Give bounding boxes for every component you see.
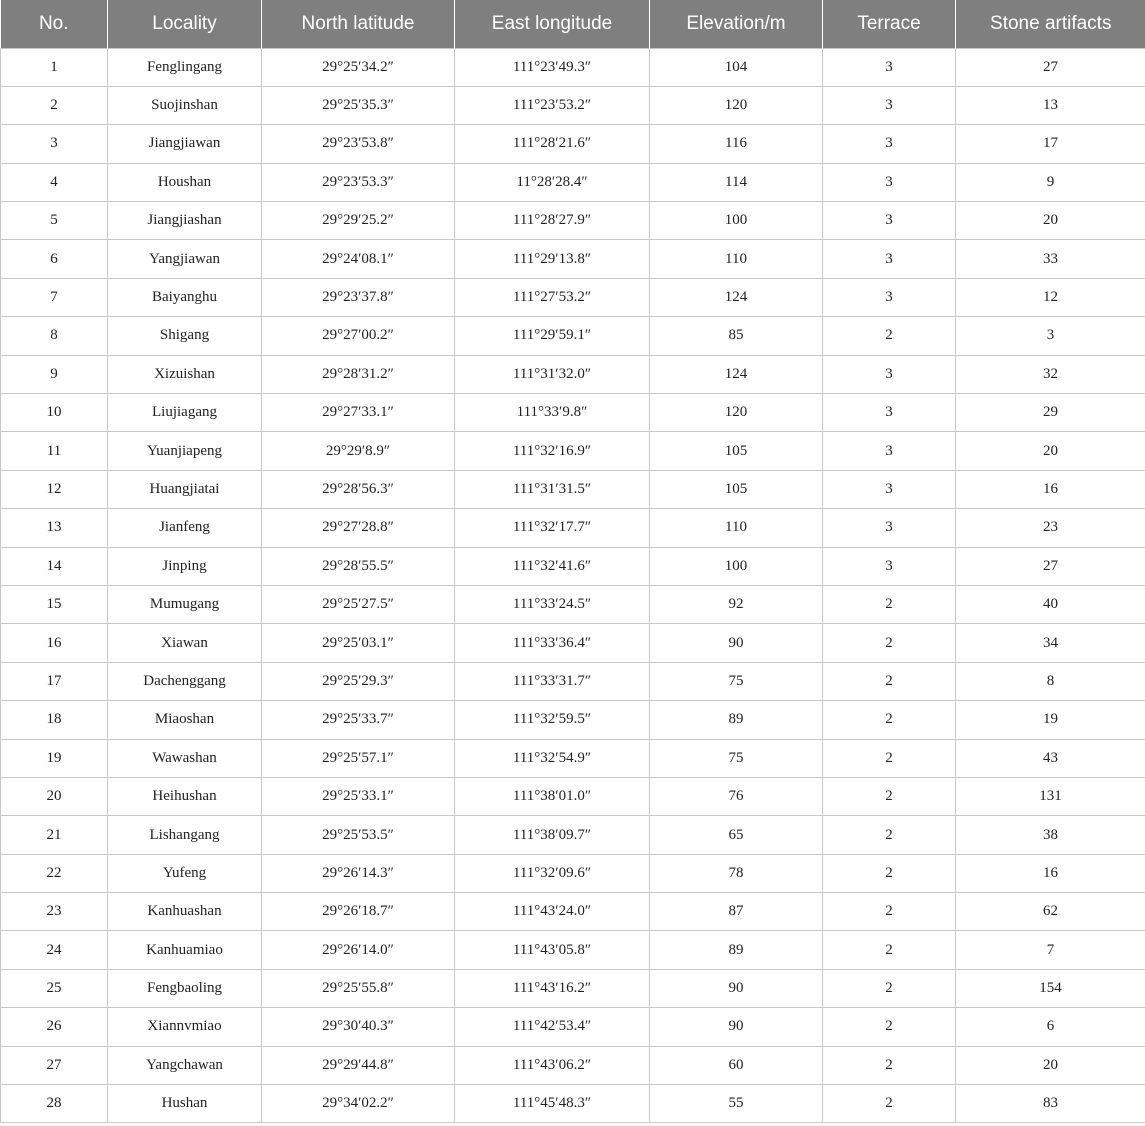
cell-north-latitude: 29°25′53.5″ [262, 816, 455, 854]
cell-locality: Fengbaoling [108, 969, 262, 1007]
header-north-latitude: North latitude [262, 0, 455, 48]
cell-locality: Yuanjiapeng [108, 432, 262, 470]
table-row [1, 163, 1145, 201]
cell-east-longitude: 111°38′01.0″ [455, 777, 650, 815]
cell-elevation: 60 [650, 1046, 823, 1084]
table-row [1, 893, 1145, 931]
cell-no: 18 [1, 701, 108, 739]
cell-stone-artifacts: 83 [956, 1085, 1145, 1123]
table-row [1, 701, 1145, 739]
cell-elevation: 65 [650, 816, 823, 854]
cell-east-longitude: 111°33′9.8″ [455, 394, 650, 432]
table-row [1, 48, 1145, 86]
cell-stone-artifacts: 32 [956, 355, 1145, 393]
header-no: No. [1, 0, 108, 48]
cell-elevation: 78 [650, 854, 823, 892]
cell-no: 20 [1, 777, 108, 815]
cell-stone-artifacts: 34 [956, 624, 1145, 662]
cell-elevation: 87 [650, 893, 823, 931]
cell-stone-artifacts: 19 [956, 701, 1145, 739]
cell-east-longitude: 111°27′53.2″ [455, 278, 650, 316]
cell-locality: Jinping [108, 547, 262, 585]
cell-locality: Baiyanghu [108, 278, 262, 316]
cell-elevation: 110 [650, 240, 823, 278]
cell-stone-artifacts: 33 [956, 240, 1145, 278]
cell-elevation: 55 [650, 1085, 823, 1123]
header-terrace: Terrace [823, 0, 956, 48]
cell-east-longitude: 111°32′59.5″ [455, 701, 650, 739]
cell-locality: Dachenggang [108, 662, 262, 700]
table-row [1, 816, 1145, 854]
cell-no: 17 [1, 662, 108, 700]
cell-no: 14 [1, 547, 108, 585]
cell-elevation: 116 [650, 125, 823, 163]
cell-locality: Xizuishan [108, 355, 262, 393]
table-row [1, 854, 1145, 892]
cell-locality: Xiawan [108, 624, 262, 662]
table-row [1, 777, 1145, 815]
cell-elevation: 124 [650, 355, 823, 393]
cell-north-latitude: 29°30′40.3″ [262, 1008, 455, 1046]
cell-north-latitude: 29°28′55.5″ [262, 547, 455, 585]
cell-stone-artifacts: 17 [956, 125, 1145, 163]
cell-east-longitude: 111°43′06.2″ [455, 1046, 650, 1084]
cell-no: 10 [1, 394, 108, 432]
cell-east-longitude: 111°33′24.5″ [455, 585, 650, 623]
cell-north-latitude: 29°27′00.2″ [262, 317, 455, 355]
cell-stone-artifacts: 23 [956, 509, 1145, 547]
table-row [1, 585, 1145, 623]
cell-elevation: 105 [650, 432, 823, 470]
cell-east-longitude: 111°32′09.6″ [455, 854, 650, 892]
cell-north-latitude: 29°26′14.3″ [262, 854, 455, 892]
cell-stone-artifacts: 43 [956, 739, 1145, 777]
cell-north-latitude: 29°23′53.3″ [262, 163, 455, 201]
cell-locality: Wawashan [108, 739, 262, 777]
cell-elevation: 90 [650, 1008, 823, 1046]
cell-no: 13 [1, 509, 108, 547]
cell-no: 21 [1, 816, 108, 854]
header-stone-artifacts: Stone artifacts [956, 0, 1145, 48]
cell-terrace: 3 [823, 278, 956, 316]
cell-east-longitude: 111°42′53.4″ [455, 1008, 650, 1046]
cell-north-latitude: 29°28′56.3″ [262, 470, 455, 508]
cell-north-latitude: 29°25′34.2″ [262, 48, 455, 86]
cell-terrace: 2 [823, 893, 956, 931]
cell-stone-artifacts: 40 [956, 585, 1145, 623]
cell-east-longitude: 111°23′53.2″ [455, 86, 650, 124]
cell-locality: Heihushan [108, 777, 262, 815]
cell-stone-artifacts: 9 [956, 163, 1145, 201]
cell-north-latitude: 29°23′37.8″ [262, 278, 455, 316]
cell-stone-artifacts: 38 [956, 816, 1145, 854]
cell-north-latitude: 29°29′8.9″ [262, 432, 455, 470]
cell-terrace: 3 [823, 163, 956, 201]
cell-no: 3 [1, 125, 108, 163]
cell-terrace: 2 [823, 585, 956, 623]
cell-locality: Fenglingang [108, 48, 262, 86]
cell-locality: Hushan [108, 1085, 262, 1123]
table-row [1, 240, 1145, 278]
cell-no: 26 [1, 1008, 108, 1046]
cell-stone-artifacts: 13 [956, 86, 1145, 124]
table-row [1, 969, 1145, 1007]
cell-north-latitude: 29°25′29.3″ [262, 662, 455, 700]
cell-locality: Jiangjiashan [108, 202, 262, 240]
cell-no: 23 [1, 893, 108, 931]
cell-elevation: 90 [650, 969, 823, 1007]
table-row [1, 317, 1145, 355]
cell-stone-artifacts: 27 [956, 48, 1145, 86]
cell-terrace: 2 [823, 662, 956, 700]
cell-east-longitude: 111°43′24.0″ [455, 893, 650, 931]
table-row [1, 278, 1145, 316]
cell-locality: Yangchawan [108, 1046, 262, 1084]
cell-elevation: 120 [650, 394, 823, 432]
cell-north-latitude: 29°25′35.3″ [262, 86, 455, 124]
cell-no: 4 [1, 163, 108, 201]
table-row [1, 1085, 1145, 1123]
cell-north-latitude: 29°27′33.1″ [262, 394, 455, 432]
cell-locality: Jiangjiawan [108, 125, 262, 163]
cell-north-latitude: 29°23′53.8″ [262, 125, 455, 163]
cell-terrace: 2 [823, 1046, 956, 1084]
cell-north-latitude: 29°25′57.1″ [262, 739, 455, 777]
cell-east-longitude: 111°32′17.7″ [455, 509, 650, 547]
cell-stone-artifacts: 6 [956, 1008, 1145, 1046]
header-elevation: Elevation/m [650, 0, 823, 48]
cell-terrace: 3 [823, 470, 956, 508]
cell-terrace: 2 [823, 624, 956, 662]
cell-terrace: 2 [823, 1008, 956, 1046]
cell-terrace: 2 [823, 777, 956, 815]
cell-north-latitude: 29°25′33.1″ [262, 777, 455, 815]
cell-locality: Yufeng [108, 854, 262, 892]
cell-terrace: 3 [823, 547, 956, 585]
cell-stone-artifacts: 16 [956, 470, 1145, 508]
cell-locality: Liujiagang [108, 394, 262, 432]
cell-terrace: 2 [823, 969, 956, 1007]
cell-east-longitude: 111°32′41.6″ [455, 547, 650, 585]
cell-east-longitude: 111°23′49.3″ [455, 48, 650, 86]
table-row [1, 394, 1145, 432]
cell-terrace: 2 [823, 317, 956, 355]
cell-no: 9 [1, 355, 108, 393]
cell-no: 22 [1, 854, 108, 892]
cell-no: 2 [1, 86, 108, 124]
cell-terrace: 3 [823, 509, 956, 547]
cell-elevation: 76 [650, 777, 823, 815]
cell-east-longitude: 111°33′31.7″ [455, 662, 650, 700]
cell-stone-artifacts: 154 [956, 969, 1145, 1007]
cell-terrace: 2 [823, 1085, 956, 1123]
table-row [1, 931, 1145, 969]
table-row [1, 624, 1145, 662]
cell-east-longitude: 111°31′32.0″ [455, 355, 650, 393]
table-row [1, 355, 1145, 393]
cell-no: 24 [1, 931, 108, 969]
cell-elevation: 89 [650, 701, 823, 739]
cell-terrace: 3 [823, 432, 956, 470]
cell-north-latitude: 29°26′18.7″ [262, 893, 455, 931]
cell-no: 7 [1, 278, 108, 316]
cell-elevation: 110 [650, 509, 823, 547]
cell-locality: Miaoshan [108, 701, 262, 739]
cell-no: 11 [1, 432, 108, 470]
table-row [1, 470, 1145, 508]
cell-stone-artifacts: 7 [956, 931, 1145, 969]
cell-no: 12 [1, 470, 108, 508]
cell-locality: Mumugang [108, 585, 262, 623]
cell-elevation: 100 [650, 202, 823, 240]
cell-terrace: 3 [823, 240, 956, 278]
cell-stone-artifacts: 12 [956, 278, 1145, 316]
cell-east-longitude: 111°43′05.8″ [455, 931, 650, 969]
cell-no: 16 [1, 624, 108, 662]
cell-north-latitude: 29°27′28.8″ [262, 509, 455, 547]
cell-no: 15 [1, 585, 108, 623]
cell-east-longitude: 111°29′59.1″ [455, 317, 650, 355]
cell-locality: Lishangang [108, 816, 262, 854]
cell-east-longitude: 111°28′27.9″ [455, 202, 650, 240]
cell-locality: Yangjiawan [108, 240, 262, 278]
cell-no: 28 [1, 1085, 108, 1123]
cell-terrace: 3 [823, 355, 956, 393]
cell-stone-artifacts: 29 [956, 394, 1145, 432]
cell-east-longitude: 111°29′13.8″ [455, 240, 650, 278]
cell-stone-artifacts: 20 [956, 1046, 1145, 1084]
cell-elevation: 89 [650, 931, 823, 969]
cell-elevation: 100 [650, 547, 823, 585]
cell-east-longitude: 11°28′28.4″ [455, 163, 650, 201]
cell-elevation: 104 [650, 48, 823, 86]
cell-east-longitude: 111°38′09.7″ [455, 816, 650, 854]
cell-terrace: 3 [823, 125, 956, 163]
cell-locality: Xiannvmiao [108, 1008, 262, 1046]
cell-terrace: 3 [823, 202, 956, 240]
cell-north-latitude: 29°34′02.2″ [262, 1085, 455, 1123]
cell-elevation: 92 [650, 585, 823, 623]
cell-locality: Kanhuashan [108, 893, 262, 931]
cell-terrace: 2 [823, 854, 956, 892]
table-row [1, 202, 1145, 240]
cell-stone-artifacts: 20 [956, 432, 1145, 470]
cell-no: 8 [1, 317, 108, 355]
cell-elevation: 124 [650, 278, 823, 316]
cell-north-latitude: 29°29′44.8″ [262, 1046, 455, 1084]
cell-elevation: 105 [650, 470, 823, 508]
cell-locality: Huangjiatai [108, 470, 262, 508]
cell-terrace: 3 [823, 86, 956, 124]
cell-no: 5 [1, 202, 108, 240]
cell-locality: Kanhuamiao [108, 931, 262, 969]
cell-north-latitude: 29°29′25.2″ [262, 202, 455, 240]
table-row [1, 1008, 1145, 1046]
cell-locality: Jianfeng [108, 509, 262, 547]
cell-stone-artifacts: 62 [956, 893, 1145, 931]
cell-east-longitude: 111°31′31.5″ [455, 470, 650, 508]
cell-stone-artifacts: 8 [956, 662, 1145, 700]
table-row [1, 509, 1145, 547]
cell-elevation: 114 [650, 163, 823, 201]
cell-north-latitude: 29°24′08.1″ [262, 240, 455, 278]
cell-terrace: 3 [823, 48, 956, 86]
table-row [1, 86, 1145, 124]
cell-east-longitude: 111°33′36.4″ [455, 624, 650, 662]
cell-terrace: 2 [823, 739, 956, 777]
cell-elevation: 75 [650, 662, 823, 700]
cell-locality: Houshan [108, 163, 262, 201]
cell-north-latitude: 29°25′33.7″ [262, 701, 455, 739]
cell-terrace: 2 [823, 931, 956, 969]
cell-north-latitude: 29°26′14.0″ [262, 931, 455, 969]
cell-stone-artifacts: 131 [956, 777, 1145, 815]
cell-stone-artifacts: 20 [956, 202, 1145, 240]
cell-locality: Suojinshan [108, 86, 262, 124]
table-row [1, 1046, 1145, 1084]
table-row [1, 662, 1145, 700]
cell-stone-artifacts: 3 [956, 317, 1145, 355]
cell-east-longitude: 111°32′54.9″ [455, 739, 650, 777]
table-row [1, 547, 1145, 585]
cell-elevation: 75 [650, 739, 823, 777]
header-row [1, 0, 1145, 48]
cell-locality: Shigang [108, 317, 262, 355]
cell-east-longitude: 111°43′16.2″ [455, 969, 650, 1007]
cell-east-longitude: 111°32′16.9″ [455, 432, 650, 470]
cell-north-latitude: 29°25′55.8″ [262, 969, 455, 1007]
cell-no: 1 [1, 48, 108, 86]
cell-no: 27 [1, 1046, 108, 1084]
cell-north-latitude: 29°25′03.1″ [262, 624, 455, 662]
header-east-longitude: East longitude [455, 0, 650, 48]
cell-no: 25 [1, 969, 108, 1007]
cell-north-latitude: 29°28′31.2″ [262, 355, 455, 393]
table-body [1, 48, 1145, 1123]
cell-elevation: 120 [650, 86, 823, 124]
cell-elevation: 90 [650, 624, 823, 662]
table-row [1, 739, 1145, 777]
cell-terrace: 2 [823, 701, 956, 739]
cell-north-latitude: 29°25′27.5″ [262, 585, 455, 623]
cell-no: 19 [1, 739, 108, 777]
table-row [1, 432, 1145, 470]
cell-east-longitude: 111°45′48.3″ [455, 1085, 650, 1123]
cell-elevation: 85 [650, 317, 823, 355]
cell-stone-artifacts: 16 [956, 854, 1145, 892]
cell-terrace: 3 [823, 394, 956, 432]
cell-stone-artifacts: 27 [956, 547, 1145, 585]
table-header [1, 0, 1145, 48]
table-row [1, 125, 1145, 163]
header-locality: Locality [108, 0, 262, 48]
cell-terrace: 2 [823, 816, 956, 854]
cell-east-longitude: 111°28′21.6″ [455, 125, 650, 163]
cell-no: 6 [1, 240, 108, 278]
